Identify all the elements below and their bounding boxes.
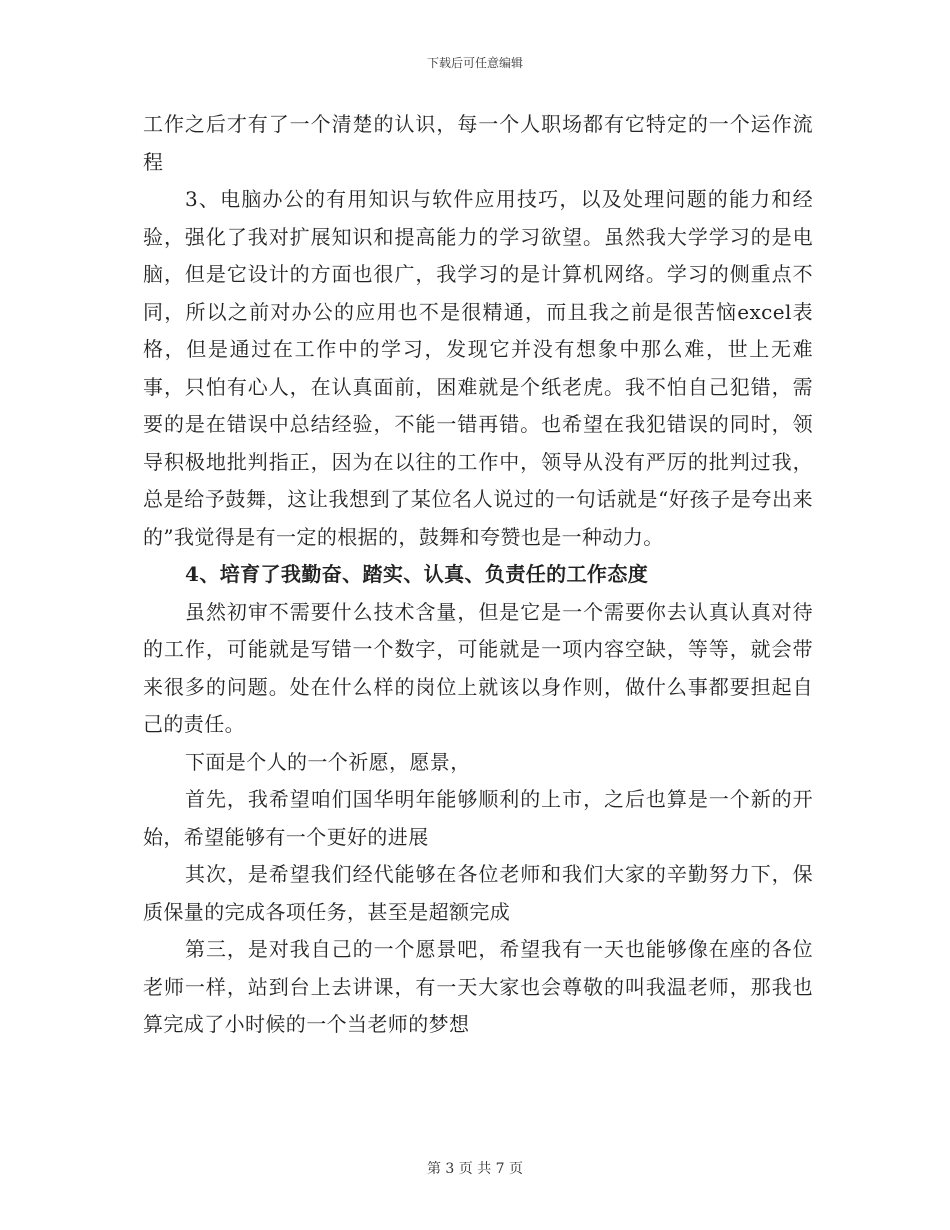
paragraph-3: 虽然初审不需要什么技术含量，但是它是一个需要你去认真认真对待的工作，可能就是写错一个数字，可能就是一项内容空缺，等等，就会带来很多的问题。处在什么样的岗位上就该以身作则，做什么事都要担起自己的责任。: [143, 599, 813, 736]
paragraph-2: 3、电脑办公的有用知识与软件应用技巧，以及处理问题的能力和经验，强化了我对扩展知识和提高能力的学习欲望。虽然我大学学习的是电脑，但是它设计的方面也很广，我学习的是计算机网络。学习的侧重点不同，所以之前对办公的应用也不是很精通，而且我之前是很苦恼excel表格，但是通过在工作中的学习，发现它并没有想象中那么难，世上无难事，只怕有心人，在认真面前，困难就是个纸老虎。我不怕自己犯错，需要的是在错误中总结经验，不能一错再错。也希望在我犯错误的同时，领导积极地批判指正，因为在以往的工作中，领导从没有严厉的批判过我，总是给予鼓舞，这让我想到了某位名人说过的一句话就是“好孩子是夸出来的”我觉得是有一定的根据的，鼓舞和夸赞也是一种动力。: [143, 187, 813, 549]
document-body: [143, 106, 813, 1044]
paragraph-5: 首先，我希望咱们国华明年能够顺利的上市，之后也算是一个新的开始，希望能够有一个更好的进展: [143, 787, 813, 849]
paragraph-1: 工作之后才有了一个清楚的认识，每一个人职场都有它特定的一个运作流程: [143, 112, 813, 174]
section-heading: 4、培育了我勤奋、踏实、认真、负责任的工作态度: [185, 562, 649, 586]
page-header: 下载后可任意编辑: [426, 56, 523, 70]
paragraph-7: 第三，是对我自己的一个愿景吧，希望我有一天也能够像在座的各位老师一样，站到台上去讲课，有一天大家也会尊敬的叫我温老师，那我也算完成了小时候的一个当老师的梦想: [143, 937, 813, 1036]
paragraph-6: 其次，是希望我们经代能够在各位老师和我们大家的辛勤努力下，保质保量的完成各项任务，甚至是超额完成: [143, 862, 813, 924]
paragraph-4: 下面是个人的一个祈愿，愿景，: [185, 749, 471, 774]
page-footer: 第 3 页 共 7 页: [426, 1161, 524, 1177]
